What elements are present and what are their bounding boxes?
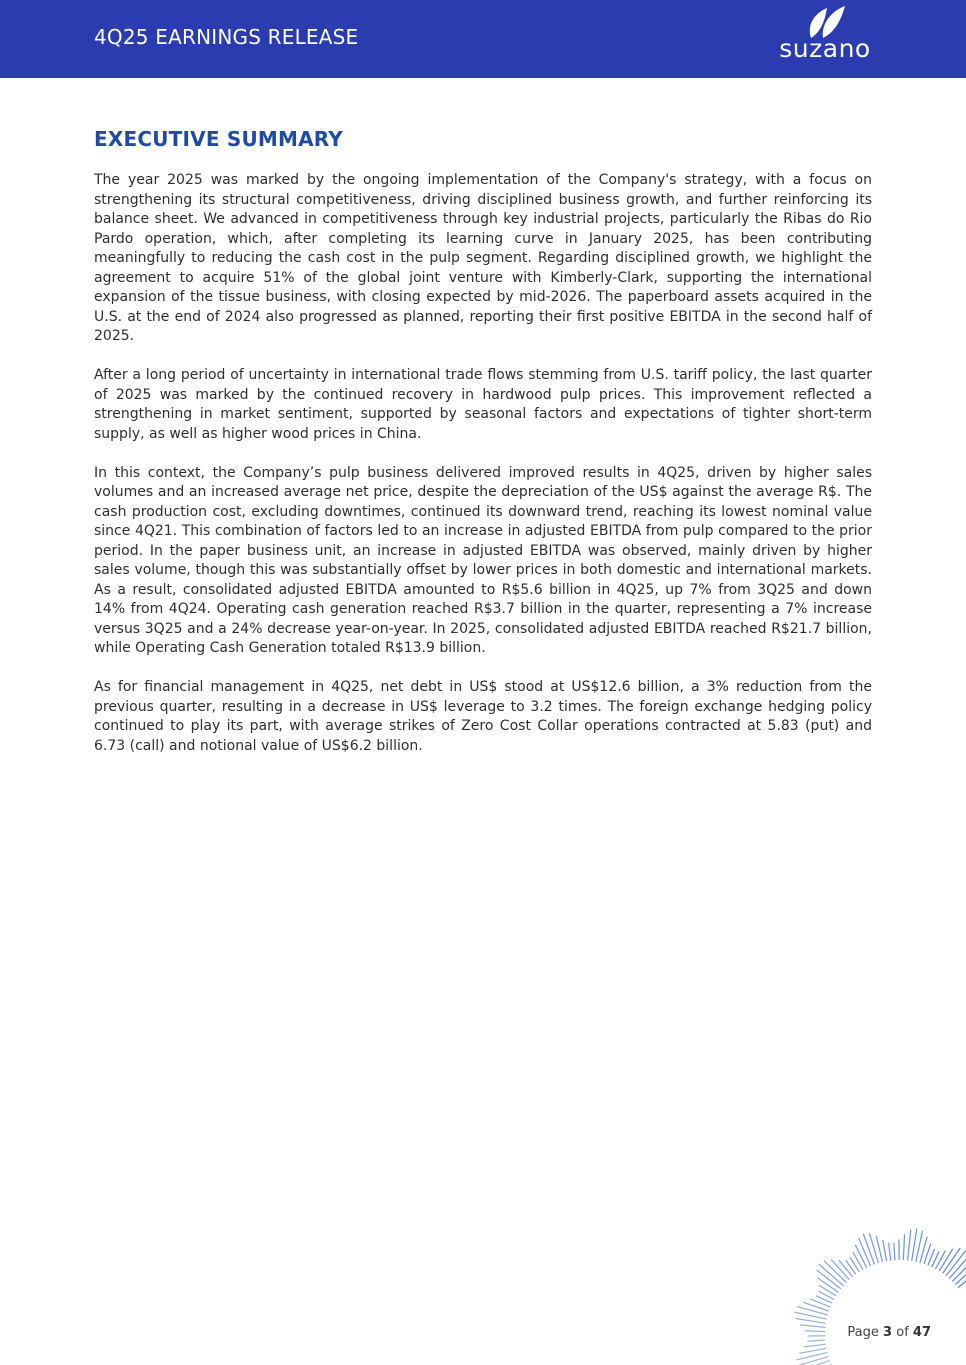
sunburst-ray — [807, 1340, 825, 1341]
sunburst-ray — [796, 1319, 826, 1324]
sunburst-ray — [797, 1357, 829, 1365]
section-title: EXECUTIVE SUMMARY — [94, 127, 343, 151]
sunburst-ray — [894, 1243, 895, 1260]
sunburst-ray — [850, 1257, 859, 1272]
paragraph-results: In this context, the Company’s pulp business delivered improved results in 4Q25, driven by higher sales volumes and an increased average net price, despite the depreciation of the US$ against the average R$. The cash production cost, excluding downtimes, continued its downward trend, reaching its lowest nominal value since 4Q21. This combination of factors led to an increase in adjusted EBITDA from pulp compared to the prior period. In the paper business unit, an increase in adjusted EBITDA was observed, mainly driven by higher sales volume, though this was substantially offset by lower prices in both domestic and international markets. As a result, consolidated adjusted EBITDA amounted to R$5.6 billion in 4Q25, up 7% from 3Q25 and down 14% from 4Q24. Operating cash generation reached R$3.7 billion in the quarter, representing a 7% increase versus 3Q25 and a 24% decrease year-on-year. In 2025, consolidated adjusted EBITDA reached R$21.7 billion, while Operating Cash Generation totaled R$13.9 billion. — [94, 464, 872, 656]
sunburst-ray — [863, 1234, 874, 1265]
sunburst-ray — [859, 1238, 871, 1266]
page-total: 47 — [912, 1325, 931, 1340]
sunburst-ray — [883, 1240, 887, 1261]
main-content — [94, 125, 872, 776]
page-of: of — [896, 1325, 909, 1340]
page-header — [0, 0, 966, 78]
decorative-sunburst-icon — [760, 1225, 966, 1365]
suzano-logo — [770, 4, 880, 74]
sunburst-ray — [839, 1260, 853, 1277]
sunburst-ray — [846, 1260, 856, 1274]
sunburst-ray — [912, 1228, 917, 1261]
paragraph-financial: As for financial management in 4Q25, net debt in US$ stood at US$12.6 billion, a 3% reduction from the previous quarter, resulting in a decrease in US$ leverage to 3.2 times. The foreign exchange hedging policy continued to play its part, with average strikes of Zero Cost Collar operations contracted at 5.83 (put) and 6.73 (call) and notional value of US$6.2 billion. — [94, 679, 872, 754]
sunburst-ray — [799, 1348, 826, 1353]
sunburst-ray — [949, 1255, 966, 1279]
sunburst-ray — [853, 1252, 863, 1270]
sunburst-ray — [800, 1325, 825, 1328]
sunburst-ray — [804, 1344, 826, 1347]
sunburst-ray — [903, 1234, 904, 1260]
sunburst-ray — [889, 1243, 891, 1261]
page-label: Page — [847, 1325, 879, 1340]
sunburst-ray — [819, 1285, 836, 1296]
report-title: 4Q25 EARNINGS RELEASE — [94, 25, 359, 49]
paragraph-market: After a long period of uncertainty in international trade flows stemming from U.S. tariff policy, the last quarter of 2025 was marked by the continued recovery in hardwood pulp prices. This improvement reflected a strengthening in market sentiment, supported by seasonal factors and expectations of tighter short-term supply, as well as higher wood prices in China. — [94, 367, 872, 442]
sunburst-ray — [908, 1230, 911, 1261]
logo-wordmark: suzano — [779, 34, 871, 63]
paragraph-strategy: The year 2025 was marked by the ongoing implementation of the Company's strategy, with a focus on strengthening its structural competitiveness, driving disciplined business growth, and further reinforcing its balance sheet. We advanced in competitiveness through key industrial projects, particularly the Ribas do Rio Pardo operation, which, after completing its learning curve in January 2025, has been contributing meaningfully to reducing the cash cost in the pulp segment. Regarding disciplined growth, we highlight the agreement to acquire 51% of the global joint venture with Kimberly-Clark, supporting the international expansion of the tissue business, with closing expected by mid-2026. The paperboard assets acquired in the U.S. at the end of 2024 also progressed as planned, reporting their first positive EBITDA in the second half of 2025. — [94, 172, 872, 344]
sunburst-ray — [936, 1251, 946, 1269]
page-number — [847, 1325, 931, 1340]
sunburst-ray — [855, 1245, 866, 1268]
sunburst-ray — [805, 1331, 825, 1332]
page-current: 3 — [883, 1325, 893, 1340]
